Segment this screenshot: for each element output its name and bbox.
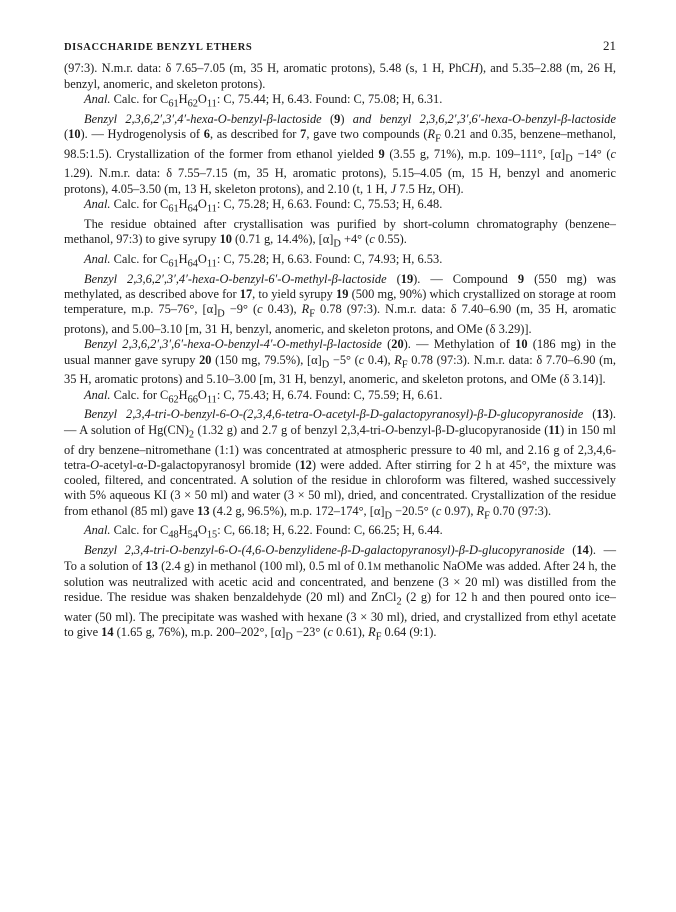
paragraph: Anal. Calc. for $C_{61}H_{64}O_{11}$: C, 75.28; H, 6.63. Found: C, 75.53; H, 6.48.	[84, 197, 443, 215]
paragraph: Benzyl 2,3,4-tri-O-benzyl-6-O-(4,6-O-benzylidene-β-D-galactopyranosyl)-β-D-glucopyranoside (14). — To a solution of 13 (2.4 g) in methanol (100 ml), 0.5 ml of 0.1M methanolic NaOMe was added. After 24 h, the solution was neutralized with acetic acid and concentrated, and benzene (3 × 20 ml) was distilled from the residue. The residue was shaken benzaldehyde (20 ml) and ZnCl$_2$ (2 g) for 12 h and then poured onto ice–water (50 ml). The precipitate was washed with hexane (3 × 30 ml), dried, and crystallized from ethyl acetate to give 14 (1.65 g, 76%), m.p. 200–202°, $[\alpha]_D -23^\circ$ (c 0.61), $R_F$ 0.64 (9:1).	[64, 543, 617, 643]
paragraph: (97:3). N.m.r. data: δ 7.65–7.05 (m, 35 H, aromatic protons), 5.48 (s, 1 H, PhCH), and 5.35–2.88 (m, 26 H, benzyl, anomeric, and skeleton protons).	[64, 61, 616, 91]
paragraph: Benzyl 2,3,6,2′,3′,6′-hexa-O-benzyl-4′-O-methyl-β-lactoside (20). — Methylation of 10 (186 mg) in the usual manner gave syrupy 20 (150 mg, 79.5%), $[\alpha]_D -5^\circ$ (c 0.4), $R_F$ 0.78 (97:3). N.m.r. data: δ 7.70–6.90 (m, 35 H, aromatic protons) and 5.10–3.00 [m, 31 H, benzyl, anomeric, and skeleton protons, and OMe (δ 3.14)].	[64, 337, 616, 387]
paragraph: Anal. Calc. for $C_{48}H_{54}O_{15}$: C, 66.18; H, 6.22. Found: C, 66.25; H, 6.44.	[84, 523, 443, 541]
document-page	[64, 38, 616, 645]
paragraph: Benzyl 2,3,6,2′,3′,4′-hexa-O-benzyl-β-lactoside (9) and benzyl 2,3,6,2′,3′,6′-hexa-O-benzyl-β-lactoside (10). — Hydrogenolysis of 6, as described for 7, gave two compounds ($R_F$ 0.21 and 0.35, benzene–methanol, 98.5:1.5). Crystallization of the former from ethanol yielded 9 (3.55 g, 71%), m.p. 109–111°, $[\alpha]_D -14^\circ$ (c 1.29). N.m.r. data: δ 7.55–7.15 (m, 35 H, aromatic protons), 5.15–4.05 (m, 15 H, benzyl and anomeric protons), 4.05–3.50 (m, 13 H, skeleton protons), and 2.10 (t, 1 H, J 7.5 Hz, OH).	[64, 111, 616, 196]
paragraph: Anal. Calc. for $C_{61}H_{62}O_{11}$: C, 75.44; H, 6.43. Found: C, 75.08; H, 6.31.	[84, 91, 443, 110]
page-header	[64, 38, 616, 55]
body-text	[64, 61, 616, 645]
paragraph: Benzyl 2,3,4-tri-O-benzyl-6-O-(2,3,4,6-tetra-O-acetyl-β-D-galactopyranosyl)-β-D-glucopyranoside (13). — A solution of $Hg(CN)_2$ (1.32 g) and 2.7 g of benzyl 2,3,4-tri-O-benzyl-β-D-glucopyranoside (11) in 150 ml of dry benzene–nitromethane (1:1) was concentrated at atmospheric pressure to 40 ml, and 2.16 g of 2,3,4,6-tetra-O-acetyl-α-D-galactopyranosyl bromide (12) were added. After stirring for 2 h at 45°, the mixture was cooled, filtered, and concentrated. A solution of the residue in chloroform was filtered, washed successively with 5% aqueous KI (3 × 50 ml) and water (3 × 50 ml), dried, and concentrated. Crystallization of the residue from ethanol (85 ml) gave 13 (4.2 g, 96.5%), m.p. 172–174°, $[\alpha]_D -20.5^\circ$ (c 0.97), $R_F$ 0.70 (97:3).	[64, 407, 616, 522]
paragraph: The residue obtained after crystallisation was purified by short-column chromatography (benzene–methanol, 97:3) to give syrupy 10 (0.71 g, 14.4%), $[\alpha]_D +4^\circ$ (c 0.55).	[64, 216, 616, 250]
running-head: DISACCHARIDE BENZYL ETHERS	[64, 42, 253, 53]
paragraph: Anal. Calc. for $C_{62}H_{66}O_{11}$: C, 75.43; H, 6.74. Found: C, 75.59; H, 6.61.	[84, 387, 443, 406]
page-number: 21	[603, 38, 616, 53]
paragraph: Anal. Calc. for $C_{61}H_{64}O_{11}$: C, 75.28; H, 6.63. Found: C, 74.93; H, 6.53.	[84, 251, 443, 270]
paragraph: Benzyl 2,3,6,2′,3′,4′-hexa-O-benzyl-6′-O-methyl-β-lactoside (19). — Compound 9 (550 mg) was methylated, as described above for 17, to yield syrupy 19 (500 mg, 90%) which crystallized on storage at room temperature, m.p. 75–76°, $[\alpha]_D -9^\circ$ (c 0.43), $R_F$ 0.78 (97:3). N.m.r. data: δ 7.40–6.90 (m, 35 H, aromatic protons), and 5.00–3.10 [m, 31 H, benzyl, anomeric, and skeleton protons, and OMe (δ 3.29)].	[64, 271, 617, 337]
